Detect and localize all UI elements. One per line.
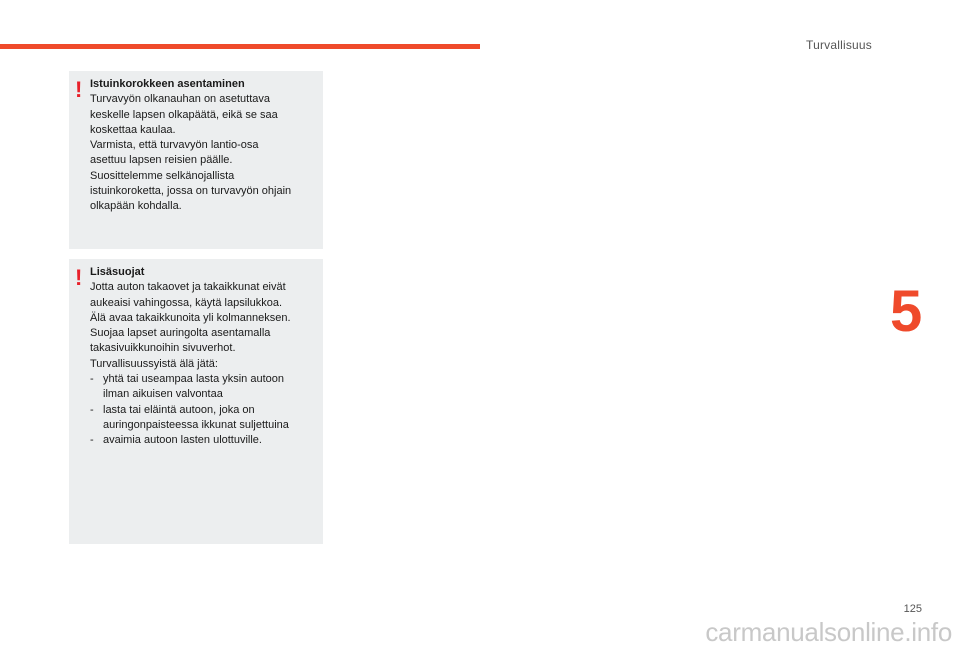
warning-paragraph: Älä avaa takaikkunoita yli kolmanneksen. xyxy=(90,311,291,324)
chapter-number: 5 xyxy=(890,279,923,344)
watermark-text: carmanualsonline.info xyxy=(705,617,952,647)
warning-title: Lisäsuojat xyxy=(90,266,145,278)
header-accent-bar xyxy=(0,44,480,49)
warning-title: Istuinkorokkeen asentaminen xyxy=(90,78,245,90)
warning-paragraph: Turvallisuussyistä älä jätä: xyxy=(90,357,218,370)
warning-box-booster-seat xyxy=(69,71,323,249)
section-title: Turvallisuus xyxy=(806,38,872,52)
exclamation-icon: ! xyxy=(75,265,83,290)
exclamation-icon: ! xyxy=(75,77,83,102)
warning-box-extra-protection xyxy=(69,259,323,544)
warning-paragraph: Varmista, että turvavyön lantio-osa asettuu lapsen reisien päälle. xyxy=(90,139,259,167)
list-item: - yhtä tai useampaa lasta yksin autoon ilman aikuisen valvontaa xyxy=(90,372,313,403)
list-item: - avaimia autoon lasten ulottuville. xyxy=(90,433,313,448)
page-number: 125 xyxy=(903,603,922,615)
warning-paragraph: Turvavyön olkanauhan on asetuttava keskelle lapsen olkapäätä, eikä se saa koskettaa kaulaa. xyxy=(90,93,278,136)
list-item: - lasta tai eläintä autoon, joka on auringonpaisteessa ikkunat suljettuina xyxy=(90,403,313,434)
warning-bullet-list xyxy=(90,372,313,448)
warning-paragraph: Suosittelemme selkänojallista istuinkoroketta, jossa on turvavyön ohjain olkapään kohdalla. xyxy=(90,169,292,213)
warning-paragraph: Suojaa lapset auringolta asentamalla takasivuikkunoihin sivuverhot. xyxy=(90,327,271,355)
warning-paragraph: Jotta auton takaovet ja takaikkunat eivät aukeaisi vahingossa, käytä lapsilukkoa. xyxy=(90,281,286,309)
